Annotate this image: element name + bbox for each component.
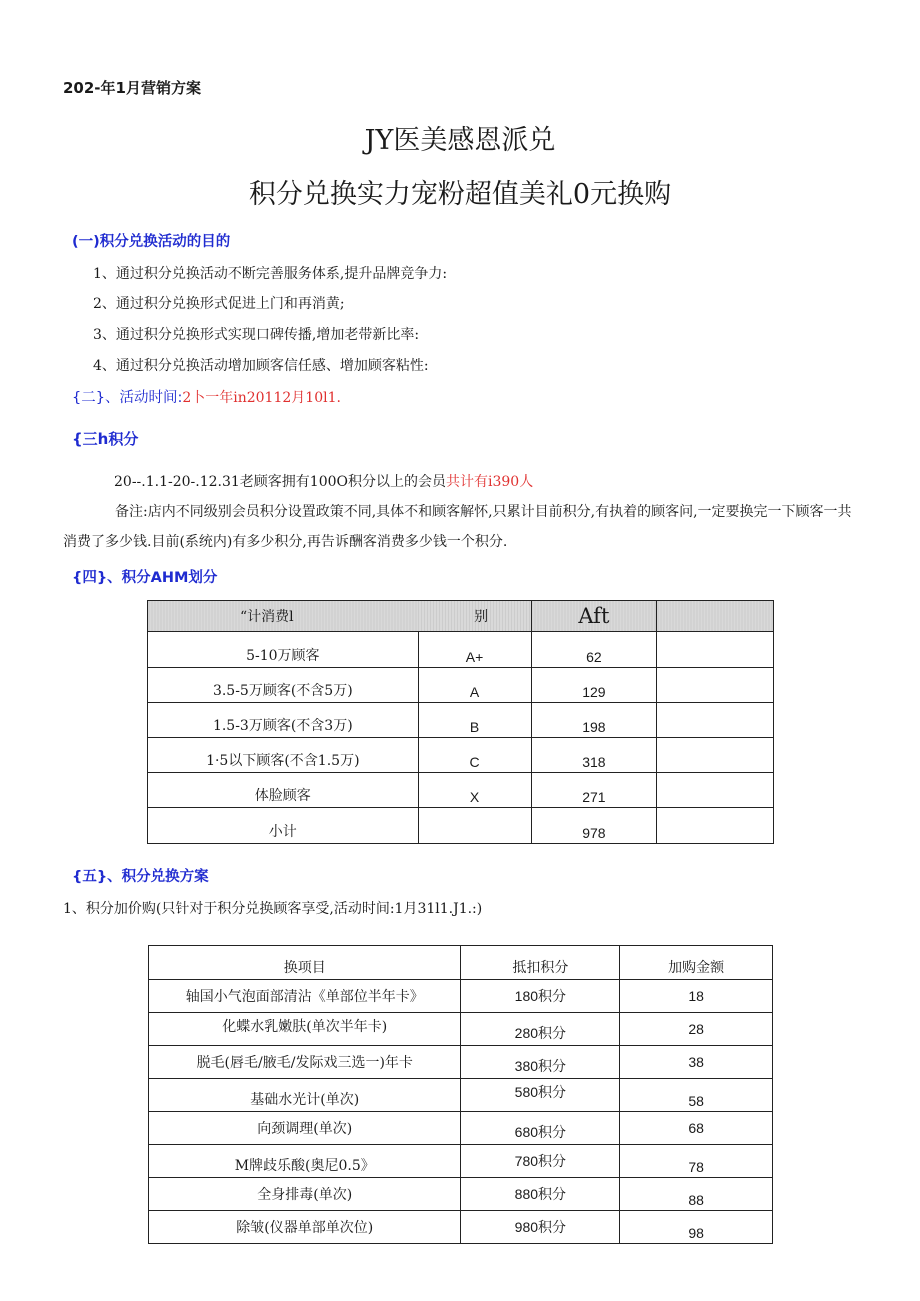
table-cell: 680积分 [461,1112,620,1145]
table-cell: 28 [620,1013,773,1046]
table-cell: 向颈调理(单次) [149,1112,461,1145]
goal-item: 4、通过积分兑换活动增加顾客信任感、增加顾客粘性: [93,358,429,374]
table-cell: 978 [531,808,657,844]
table-cell [657,703,774,738]
table-row [148,808,774,844]
table-cell: 全身排毒(单次) [149,1178,461,1211]
header-cell: 抵扣积分 [461,946,620,980]
table-row [149,980,773,1013]
header-cell: 换项目 [149,946,461,980]
goal-item: 1、通过积分兑换活动不断完善服务体系,提升品牌竞争力: [93,266,448,282]
table-cell: 62 [531,632,657,668]
table-cell: 脱毛(唇毛/腋毛/发际戏三选一)年卡 [149,1046,461,1079]
table-cell: X [418,773,531,808]
table-cell: 小计 [148,808,419,844]
table-cell: 1·5以下顾客(不含1.5万) [148,738,419,773]
table-cell: 体脸顾客 [148,773,419,808]
table-cell: 780积分 [461,1145,620,1178]
table-row [149,1046,773,1079]
table-cell: 轴国小气泡面部清沾《单部位半年卡》 [149,980,461,1013]
table-row [149,1145,773,1178]
table-cell: 化蝶水乳嫩肤(单次半年卡) [149,1013,461,1046]
table-row [149,1013,773,1046]
member-stat-count: 共计有i390人 [446,474,534,490]
table-cell: 除皱(仪器单部单次位) [149,1211,461,1244]
table-row [148,773,774,808]
table-row [148,668,774,703]
table-header-row [149,946,773,980]
section2-heading: {二}、活动时间: [72,390,183,406]
table-cell [657,773,774,808]
table-row [148,632,774,668]
table-cell: 基础水光计(单次) [149,1079,461,1112]
table-cell: 271 [531,773,657,808]
section4-heading: {四}、积分AHM划分 [72,570,218,586]
header-cell: 加购金额 [620,946,773,980]
table-cell: 880积分 [461,1178,620,1211]
table-row [149,1112,773,1145]
section2-line [72,386,341,407]
table-cell: 38 [620,1046,773,1079]
table-cell: 68 [620,1112,773,1145]
table-cell: M牌歧乐酸(奥尼0.5》 [149,1145,461,1178]
table-cell: 5-10万顾客 [148,632,419,668]
table-cell [418,808,531,844]
subtitle: 积分兑换实力宠粉超值美礼0元换购 [248,179,672,210]
table-cell: C [418,738,531,773]
table-cell: 88 [620,1178,773,1211]
header-cell: Aft [531,601,657,632]
table-cell: 380积分 [461,1046,620,1079]
table-row [148,703,774,738]
header-cell: “计消费l [148,601,419,632]
table-header-row [148,601,774,632]
exchange-table [148,945,773,1244]
table-cell: 980积分 [461,1211,620,1244]
table-row [149,1079,773,1112]
table-cell: 129 [531,668,657,703]
section5-subheading: 1、积分加价购(只针对于积分兑换顾客享受,活动时间:1月31l1.J1.:) [63,901,483,917]
activity-time: 2卜一年in20112月10l1. [182,390,341,406]
note-paragraph: 备注:店内不同级别会员积分设置政策不同,具体不和顾客解怀,只累计目前积分,有执着的顾客问,一定要换完一下顾客一共消费了多少钱.目前(系统内)有多少积分,再告诉酬客消费多少钱一个积分. [63,504,852,550]
table-cell: 78 [620,1145,773,1178]
member-stat-text: 20--.1.1-20-.12.31老顾客拥有100O积分以上的会员 [114,474,446,490]
section5-heading: {五}、积分兑换方案 [72,869,209,885]
section3-heading: {三h积分 [72,430,139,448]
table-cell: 18 [620,980,773,1013]
table-row [149,1211,773,1244]
header-cell [657,601,774,632]
doc-title: 202-年1月营销方案 [63,79,201,97]
table-cell: 318 [531,738,657,773]
table-cell: 1.5-3万顾客(不含3万) [148,703,419,738]
table-cell: A [418,668,531,703]
table-row [149,1178,773,1211]
section1-heading: (一)积分兑换活动的目的 [72,234,231,250]
table-cell: 98 [620,1211,773,1244]
level-table [147,600,774,844]
member-stat [114,471,533,491]
goal-item: 2、通过积分兑换形式促进上门和再消黄; [93,296,345,312]
table-cell [657,808,774,844]
goal-item: 3、通过积分兑换形式实现口碑传播,增加老带新比率: [93,327,420,343]
table-row [148,738,774,773]
table-cell: 180积分 [461,980,620,1013]
table-cell: 58 [620,1079,773,1112]
table-cell: 280积分 [461,1013,620,1046]
table-cell [657,668,774,703]
table-cell: 198 [531,703,657,738]
table-cell [657,632,774,668]
table-cell: 3.5-5万顾客(不含5万) [148,668,419,703]
table-cell: A+ [418,632,531,668]
table-cell [657,738,774,773]
header-cell: 别 [418,601,531,632]
main-title: JY医美感恩派兑 [364,125,556,156]
table-cell: 580积分 [461,1079,620,1112]
table-cell: B [418,703,531,738]
